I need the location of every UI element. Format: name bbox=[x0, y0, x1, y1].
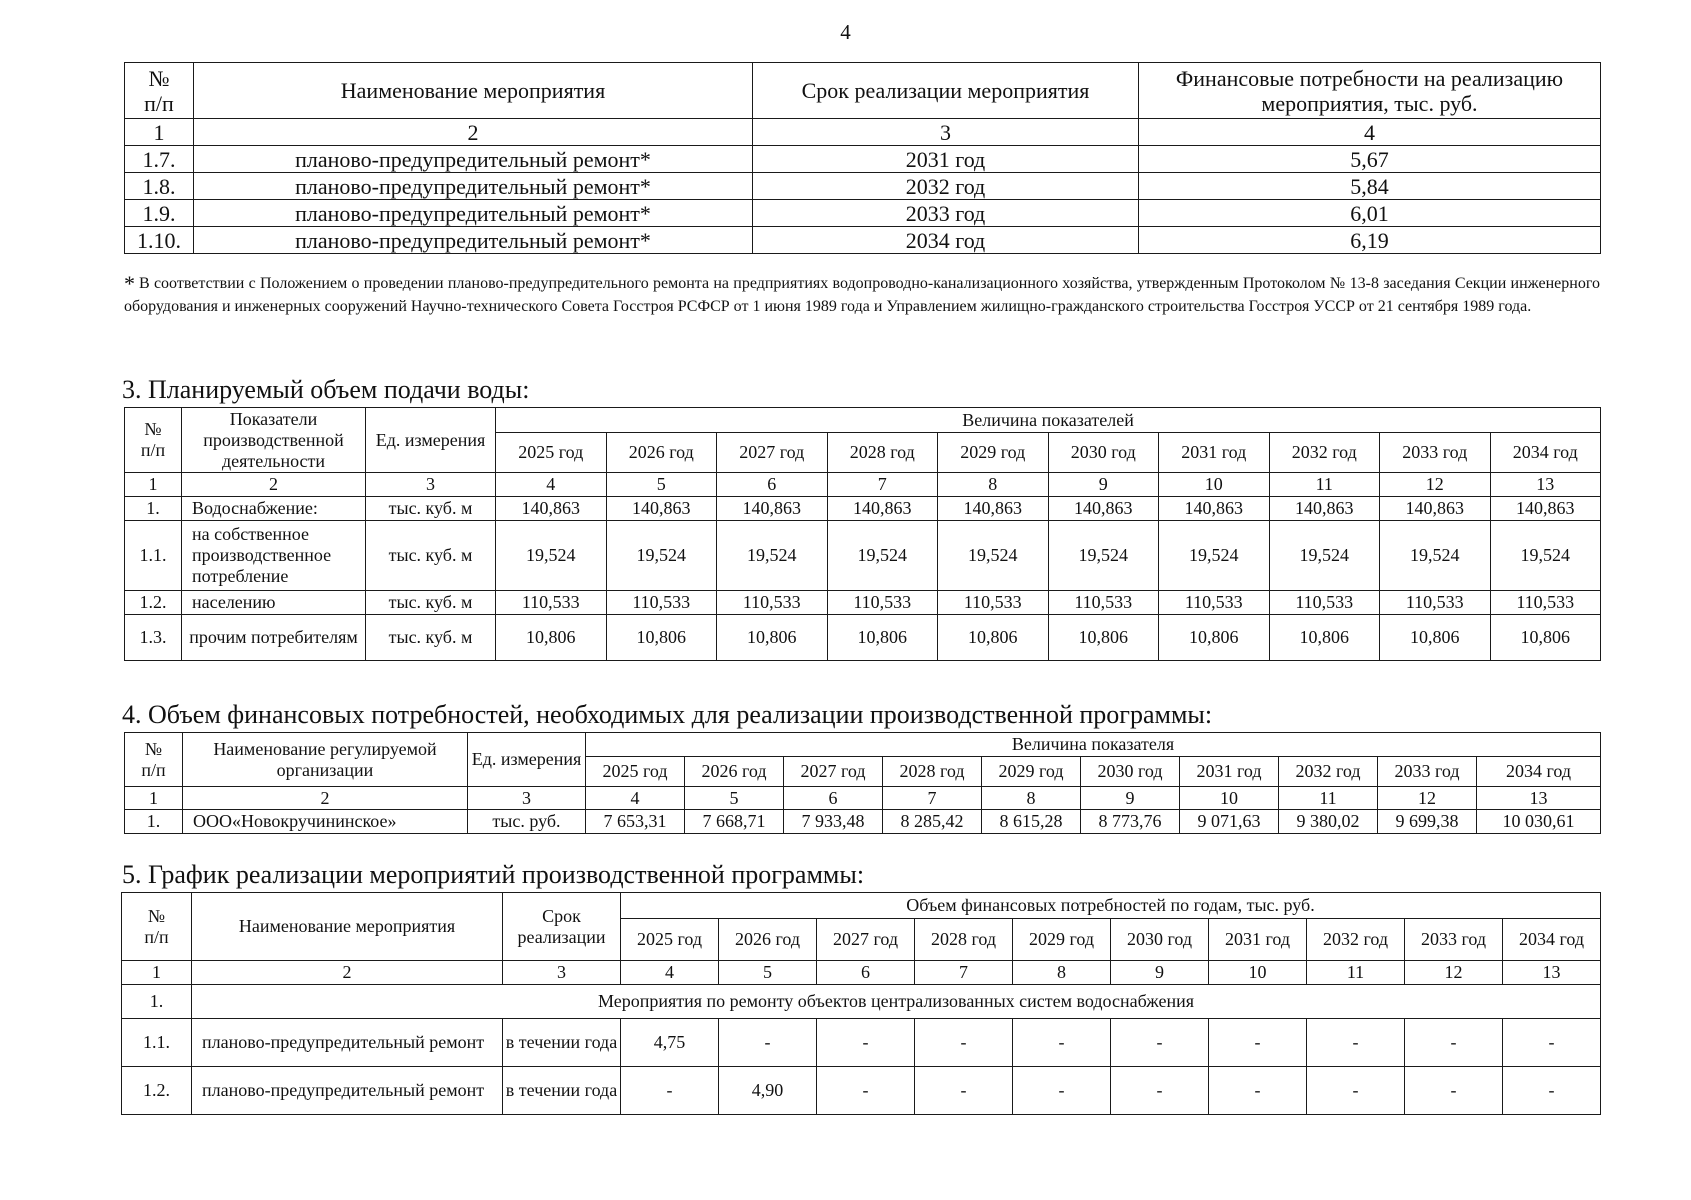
header-cell: Финансовые потребности на реализацию мероприятия, тыс. руб. bbox=[1139, 63, 1601, 119]
value-cell: 140,863 bbox=[1269, 497, 1380, 521]
value-cell: - bbox=[1111, 1019, 1209, 1067]
value-cell: - bbox=[1503, 1067, 1601, 1115]
value-cell: 140,863 bbox=[1490, 497, 1601, 521]
value-cell: 140,863 bbox=[606, 497, 717, 521]
table-row bbox=[125, 810, 1601, 834]
table-header-row bbox=[125, 733, 1601, 757]
value-cell: 110,533 bbox=[496, 591, 607, 615]
table-row bbox=[125, 173, 1601, 200]
column-number: 13 bbox=[1503, 961, 1601, 985]
column-number: 1 bbox=[125, 473, 182, 497]
column-number: 13 bbox=[1477, 787, 1601, 810]
table-row bbox=[122, 1067, 1601, 1115]
measure-term: 2033 год bbox=[753, 200, 1139, 227]
value-cell: 10,806 bbox=[1159, 615, 1270, 661]
value-cell: 10,806 bbox=[606, 615, 717, 661]
year-header: 2033 год bbox=[1380, 433, 1491, 473]
value-cell: 110,533 bbox=[606, 591, 717, 615]
value-cell: 8 773,76 bbox=[1081, 810, 1180, 834]
section-4-title: 4. Объем финансовых потребностей, необходимых для реализации производственной программы: bbox=[122, 700, 1213, 729]
year-header: 2029 год bbox=[982, 757, 1081, 787]
column-number: 9 bbox=[1111, 961, 1209, 985]
table-row bbox=[125, 200, 1601, 227]
column-number: 3 bbox=[468, 787, 586, 810]
measure-cost: 6,01 bbox=[1139, 200, 1601, 227]
column-number: 3 bbox=[503, 961, 621, 985]
value-cell: 10,806 bbox=[496, 615, 607, 661]
year-header: 2028 год bbox=[915, 919, 1013, 961]
measure-term: 2032 год bbox=[753, 173, 1139, 200]
column-number: 5 bbox=[685, 787, 784, 810]
header-cell: № п/п bbox=[122, 893, 192, 961]
year-header: 2032 год bbox=[1279, 757, 1378, 787]
value-cell: 19,524 bbox=[1380, 521, 1491, 591]
column-number: 12 bbox=[1380, 473, 1491, 497]
row-number: 1.1. bbox=[125, 521, 182, 591]
section-3-title: 3. Планируемый объем подачи воды: bbox=[122, 375, 530, 404]
measure-name: планово-предупредительный ремонт bbox=[192, 1019, 503, 1067]
indicator-name: прочим потребителям bbox=[182, 615, 366, 661]
column-number: 13 bbox=[1490, 473, 1601, 497]
row-number: 1.2. bbox=[122, 1067, 192, 1115]
table-row bbox=[125, 146, 1601, 173]
page-number: 4 bbox=[840, 20, 851, 44]
column-number: 10 bbox=[1180, 787, 1279, 810]
value-cell: 10,806 bbox=[717, 615, 828, 661]
unit-cell: тыс. руб. bbox=[468, 810, 586, 834]
value-cell: 110,533 bbox=[1269, 591, 1380, 615]
header-cell: № п/п bbox=[125, 63, 194, 119]
year-header: 2029 год bbox=[938, 433, 1049, 473]
organization-name: ООО«Новокручининское» bbox=[183, 810, 468, 834]
schedule-table bbox=[121, 892, 1601, 1115]
value-cell: - bbox=[1013, 1019, 1111, 1067]
column-number: 2 bbox=[194, 119, 753, 146]
value-cell: 110,533 bbox=[1048, 591, 1159, 615]
unit-cell: тыс. куб. м bbox=[366, 521, 496, 591]
measure-name: планово-предупредительный ремонт* bbox=[194, 227, 753, 254]
value-cell: 19,524 bbox=[1269, 521, 1380, 591]
measure-name: планово-предупредительный ремонт* bbox=[194, 146, 753, 173]
column-number: 5 bbox=[719, 961, 817, 985]
table-row bbox=[125, 521, 1601, 591]
year-header: 2025 год bbox=[586, 757, 685, 787]
value-cell: 7 668,71 bbox=[685, 810, 784, 834]
table-row bbox=[122, 1019, 1601, 1067]
value-cell: 140,863 bbox=[827, 497, 938, 521]
row-number: 1. bbox=[125, 497, 182, 521]
value-cell: - bbox=[719, 1019, 817, 1067]
value-cell: 9 071,63 bbox=[1180, 810, 1279, 834]
year-header: 2034 год bbox=[1503, 919, 1601, 961]
row-number: 1.7. bbox=[125, 146, 194, 173]
year-header: 2026 год bbox=[719, 919, 817, 961]
section-5-title: 5. График реализации мероприятий производственной программы: bbox=[122, 860, 865, 889]
column-number: 12 bbox=[1378, 787, 1477, 810]
value-cell: - bbox=[1111, 1067, 1209, 1115]
column-number: 6 bbox=[784, 787, 883, 810]
column-number-row bbox=[125, 119, 1601, 146]
column-number: 1 bbox=[125, 787, 183, 810]
value-cell: - bbox=[1209, 1067, 1307, 1115]
table-row bbox=[125, 497, 1601, 521]
column-number: 2 bbox=[192, 961, 503, 985]
measure-name: планово-предупредительный ремонт* bbox=[194, 200, 753, 227]
value-cell: - bbox=[1405, 1019, 1503, 1067]
row-number: 1. bbox=[125, 810, 183, 834]
indicator-name: населению bbox=[182, 591, 366, 615]
value-cell: 7 933,48 bbox=[784, 810, 883, 834]
column-number: 10 bbox=[1159, 473, 1270, 497]
year-header: 2030 год bbox=[1048, 433, 1159, 473]
value-cell: - bbox=[1405, 1067, 1503, 1115]
column-number: 11 bbox=[1279, 787, 1378, 810]
table-row bbox=[125, 591, 1601, 615]
value-cell: 19,524 bbox=[1490, 521, 1601, 591]
value-cell: 10,806 bbox=[1490, 615, 1601, 661]
measure-name: планово-предупредительный ремонт* bbox=[194, 173, 753, 200]
value-cell: 19,524 bbox=[717, 521, 828, 591]
group-row bbox=[122, 985, 1601, 1019]
table-header-row bbox=[125, 408, 1601, 433]
column-number: 7 bbox=[883, 787, 982, 810]
unit-cell: тыс. куб. м bbox=[366, 615, 496, 661]
year-header: 2034 год bbox=[1477, 757, 1601, 787]
header-cell: Наименование мероприятия bbox=[194, 63, 753, 119]
year-header: 2025 год bbox=[621, 919, 719, 961]
column-number: 2 bbox=[182, 473, 366, 497]
indicator-name: на собственное производственное потребление bbox=[182, 521, 366, 591]
value-cell: 110,533 bbox=[1490, 591, 1601, 615]
value-cell: - bbox=[915, 1067, 1013, 1115]
header-cell: Наименование мероприятия bbox=[192, 893, 503, 961]
column-number: 6 bbox=[717, 473, 828, 497]
measure-cost: 6,19 bbox=[1139, 227, 1601, 254]
column-number-row bbox=[125, 473, 1601, 497]
year-header: 2033 год bbox=[1405, 919, 1503, 961]
row-number: 1.2. bbox=[125, 591, 182, 615]
measure-term: 2031 год bbox=[753, 146, 1139, 173]
header-cell: Показатели производственной деятельности bbox=[182, 408, 366, 473]
value-cell: 4,75 bbox=[621, 1019, 719, 1067]
value-cell: 10,806 bbox=[1048, 615, 1159, 661]
footnote-text: В соответствии с Положением о проведении планово-предупредительного ремонта на предприятиях водопроводно-канализационного хозяйства, утвержденным Протоколом № 13-8 заседания Секции инженерного оборудования и инженерных сооружений Научно-технического Совета Госстроя РСФСР от 1 июня 1989 года и Управлением жилищно-гражданского строительства Госстроя УССР от 21 сентября 1989 года. bbox=[124, 275, 1600, 315]
column-number: 9 bbox=[1081, 787, 1180, 810]
value-cell: 110,533 bbox=[938, 591, 1049, 615]
value-cell: 9 699,38 bbox=[1378, 810, 1477, 834]
measure-cost: 5,84 bbox=[1139, 173, 1601, 200]
row-number: 1.9. bbox=[125, 200, 194, 227]
footnote-marker: * bbox=[124, 271, 135, 296]
value-cell: 110,533 bbox=[717, 591, 828, 615]
column-number-row bbox=[125, 787, 1601, 810]
value-cell: 10 030,61 bbox=[1477, 810, 1601, 834]
measures-table-continued bbox=[124, 62, 1601, 254]
row-number: 1.3. bbox=[125, 615, 182, 661]
value-cell: 140,863 bbox=[717, 497, 828, 521]
table-row bbox=[125, 615, 1601, 661]
value-cell: 8 615,28 bbox=[982, 810, 1081, 834]
value-cell: - bbox=[621, 1067, 719, 1115]
term-cell: в течении года bbox=[503, 1067, 621, 1115]
year-header: 2026 год bbox=[606, 433, 717, 473]
row-number: 1.8. bbox=[125, 173, 194, 200]
table-row bbox=[125, 227, 1601, 254]
year-header: 2026 год bbox=[685, 757, 784, 787]
column-number: 5 bbox=[606, 473, 717, 497]
value-cell: 140,863 bbox=[1159, 497, 1270, 521]
header-cell: № п/п bbox=[125, 733, 183, 787]
value-cell: 10,806 bbox=[938, 615, 1049, 661]
value-cell: - bbox=[1013, 1067, 1111, 1115]
header-cell: Срок реализации bbox=[503, 893, 621, 961]
value-cell: 19,524 bbox=[938, 521, 1049, 591]
column-number: 8 bbox=[1013, 961, 1111, 985]
measure-cost: 5,67 bbox=[1139, 146, 1601, 173]
column-number: 4 bbox=[496, 473, 607, 497]
financial-needs-table bbox=[124, 732, 1601, 834]
value-cell: - bbox=[817, 1067, 915, 1115]
year-header: 2031 год bbox=[1209, 919, 1307, 961]
header-cell: Ед. измерения bbox=[468, 733, 586, 787]
column-number: 4 bbox=[586, 787, 685, 810]
value-cell: - bbox=[915, 1019, 1013, 1067]
column-number: 9 bbox=[1048, 473, 1159, 497]
value-cell: 110,533 bbox=[1159, 591, 1270, 615]
footnote bbox=[124, 272, 1600, 318]
column-number: 8 bbox=[982, 787, 1081, 810]
value-cell: 19,524 bbox=[1048, 521, 1159, 591]
unit-cell: тыс. куб. м bbox=[366, 497, 496, 521]
value-cell: 7 653,31 bbox=[586, 810, 685, 834]
value-cell: 19,524 bbox=[496, 521, 607, 591]
row-number: 1.10. bbox=[125, 227, 194, 254]
column-number: 10 bbox=[1209, 961, 1307, 985]
value-cell: 110,533 bbox=[827, 591, 938, 615]
value-cell: 10,806 bbox=[827, 615, 938, 661]
column-number: 2 bbox=[183, 787, 468, 810]
indicator-name: Водоснабжение: bbox=[182, 497, 366, 521]
header-cell: Ед. измерения bbox=[366, 408, 496, 473]
value-cell: 10,806 bbox=[1380, 615, 1491, 661]
year-header: 2027 год bbox=[717, 433, 828, 473]
header-cell: Срок реализации мероприятия bbox=[753, 63, 1139, 119]
year-header: 2027 год bbox=[784, 757, 883, 787]
column-number: 1 bbox=[125, 119, 194, 146]
table-header-row bbox=[122, 893, 1601, 919]
value-cell: - bbox=[817, 1019, 915, 1067]
row-number: 1.1. bbox=[122, 1019, 192, 1067]
column-number: 7 bbox=[915, 961, 1013, 985]
term-cell: в течении года bbox=[503, 1019, 621, 1067]
header-cell: № п/п bbox=[125, 408, 182, 473]
value-cell: - bbox=[1307, 1019, 1405, 1067]
year-header: 2028 год bbox=[883, 757, 982, 787]
year-header: 2029 год bbox=[1013, 919, 1111, 961]
measure-term: 2034 год bbox=[753, 227, 1139, 254]
column-number: 11 bbox=[1269, 473, 1380, 497]
year-header: 2032 год bbox=[1307, 919, 1405, 961]
column-number: 4 bbox=[1139, 119, 1601, 146]
year-header: 2033 год bbox=[1378, 757, 1477, 787]
year-header: 2031 год bbox=[1159, 433, 1270, 473]
year-header: 2025 год bbox=[496, 433, 607, 473]
column-number: 6 bbox=[817, 961, 915, 985]
column-number: 8 bbox=[938, 473, 1049, 497]
header-cell: Величина показателя bbox=[586, 733, 1601, 757]
year-header: 2032 год bbox=[1269, 433, 1380, 473]
value-cell: 9 380,02 bbox=[1279, 810, 1378, 834]
year-header: 2027 год bbox=[817, 919, 915, 961]
column-number: 3 bbox=[753, 119, 1139, 146]
header-cell: Наименование регулируемой организации bbox=[183, 733, 468, 787]
water-supply-table bbox=[124, 407, 1601, 661]
group-label: Мероприятия по ремонту объектов централизованных систем водоснабжения bbox=[192, 985, 1601, 1019]
year-header: 2028 год bbox=[827, 433, 938, 473]
row-number: 1. bbox=[122, 985, 192, 1019]
value-cell: - bbox=[1209, 1019, 1307, 1067]
value-cell: 140,863 bbox=[496, 497, 607, 521]
value-cell: 4,90 bbox=[719, 1067, 817, 1115]
header-cell: Величина показателей bbox=[496, 408, 1601, 433]
column-number: 3 bbox=[366, 473, 496, 497]
value-cell: 140,863 bbox=[1048, 497, 1159, 521]
value-cell: 19,524 bbox=[827, 521, 938, 591]
column-number-row bbox=[122, 961, 1601, 985]
value-cell: 10,806 bbox=[1269, 615, 1380, 661]
column-number: 11 bbox=[1307, 961, 1405, 985]
measure-name: планово-предупредительный ремонт bbox=[192, 1067, 503, 1115]
table-header-row bbox=[125, 63, 1601, 119]
year-header: 2034 год bbox=[1490, 433, 1601, 473]
column-number: 1 bbox=[122, 961, 192, 985]
value-cell: - bbox=[1503, 1019, 1601, 1067]
column-number: 7 bbox=[827, 473, 938, 497]
column-number: 4 bbox=[621, 961, 719, 985]
year-header: 2031 год bbox=[1180, 757, 1279, 787]
year-header: 2030 год bbox=[1111, 919, 1209, 961]
column-number: 12 bbox=[1405, 961, 1503, 985]
value-cell: 140,863 bbox=[1380, 497, 1491, 521]
value-cell: 140,863 bbox=[938, 497, 1049, 521]
year-header: 2030 год bbox=[1081, 757, 1180, 787]
unit-cell: тыс. куб. м bbox=[366, 591, 496, 615]
value-cell: - bbox=[1307, 1067, 1405, 1115]
value-cell: 19,524 bbox=[606, 521, 717, 591]
value-cell: 19,524 bbox=[1159, 521, 1270, 591]
value-cell: 110,533 bbox=[1380, 591, 1491, 615]
value-cell: 8 285,42 bbox=[883, 810, 982, 834]
header-cell: Объем финансовых потребностей по годам, тыс. руб. bbox=[621, 893, 1601, 919]
